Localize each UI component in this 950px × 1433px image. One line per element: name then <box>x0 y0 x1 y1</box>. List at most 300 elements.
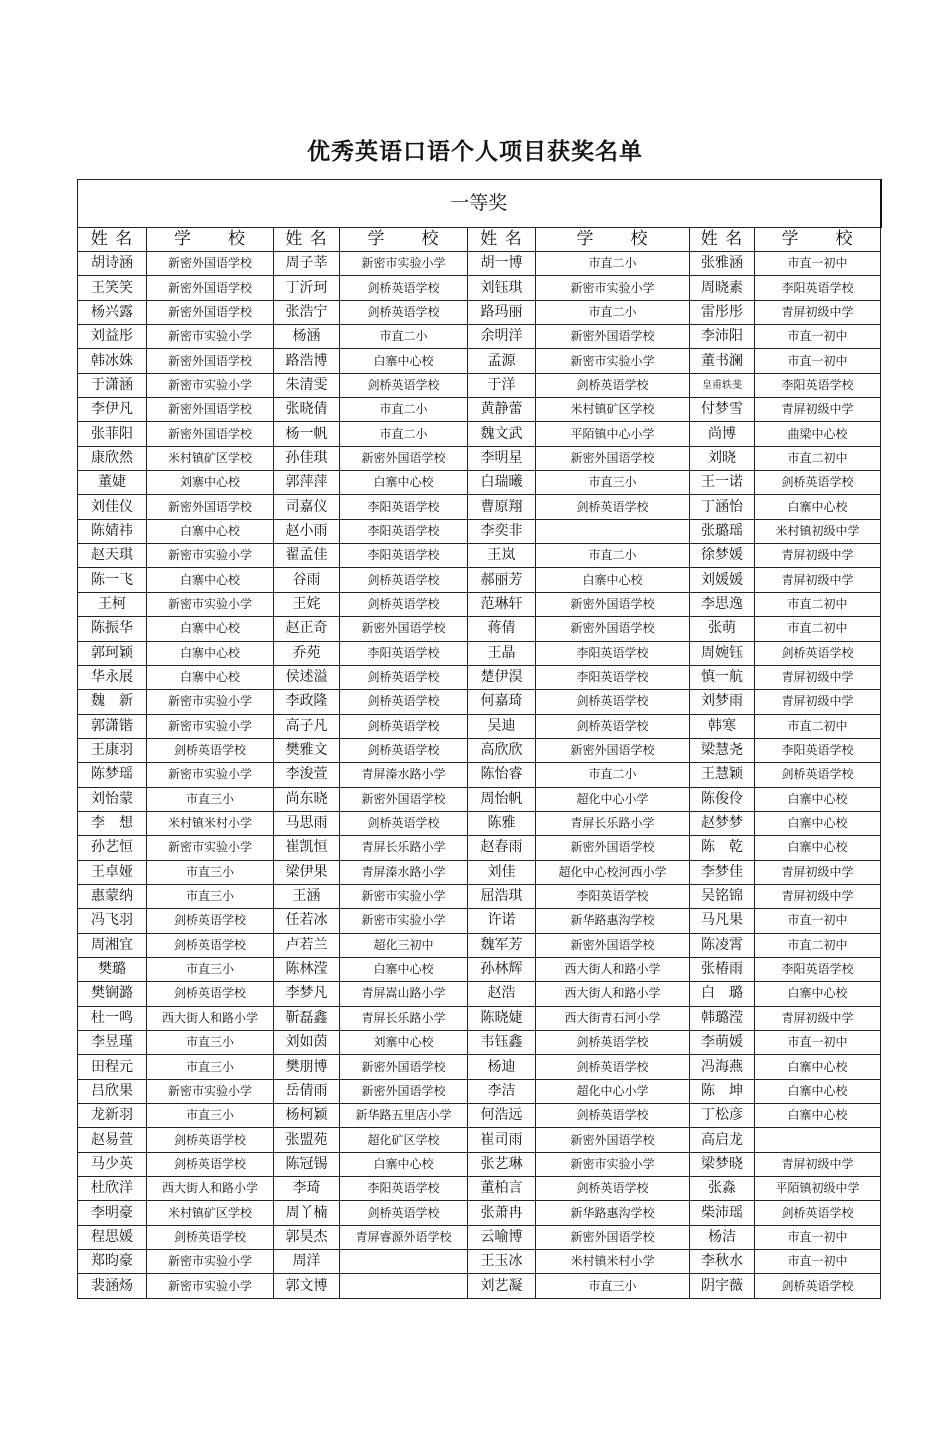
school-cell: 白寨中心校 <box>755 1055 881 1079</box>
table-row <box>78 665 881 689</box>
table-row <box>78 276 881 300</box>
school-cell: 市直二小 <box>340 422 468 446</box>
student-name-cell: 张浩宁 <box>274 300 340 324</box>
column-header-name: 姓 名 <box>690 228 755 252</box>
student-name-cell: 雷彤彤 <box>690 300 755 324</box>
school-cell: 新密市实验小学 <box>147 690 274 714</box>
student-name-cell: 龙新羽 <box>78 1104 147 1128</box>
table-row <box>78 325 881 349</box>
table-row <box>78 300 881 324</box>
school-cell: 新密市实验小学 <box>147 325 274 349</box>
school-cell: 新密外国语学校 <box>147 300 274 324</box>
school-cell: 白寨中心校 <box>755 811 881 835</box>
school-cell: 剑桥英语学校 <box>147 738 274 762</box>
student-name-cell: 卢若兰 <box>274 933 340 957</box>
student-name-cell: 陈 乾 <box>690 836 755 860</box>
page-title: 优秀英语口语个人项目获奖名单 <box>307 139 643 165</box>
student-name-cell: 张艺琳 <box>468 1152 536 1176</box>
student-name-cell: 尚东晓 <box>274 787 340 811</box>
student-name-cell: 魏军芳 <box>468 933 536 957</box>
school-cell: 白寨中心校 <box>147 568 274 592</box>
school-cell: 新密外国语学校 <box>340 787 468 811</box>
table-row <box>78 1031 881 1055</box>
student-name-cell: 陈晓婕 <box>468 1006 536 1030</box>
student-name-cell: 樊雅文 <box>274 738 340 762</box>
school-cell: 市直三小 <box>147 1104 274 1128</box>
student-name-cell: 马少英 <box>78 1152 147 1176</box>
student-name-cell: 曹原翔 <box>468 495 536 519</box>
school-cell: 剑桥英语学校 <box>340 373 468 397</box>
school-cell: 新密市实验小学 <box>147 714 274 738</box>
school-cell: 平陌镇初级中学 <box>755 1177 881 1201</box>
student-name-cell: 陈梦瑶 <box>78 763 147 787</box>
school-cell: 新密外国语学校 <box>536 738 690 762</box>
school-cell: 超化中心小学 <box>536 1079 690 1103</box>
school-cell: 剑桥英语学校 <box>536 495 690 519</box>
student-name-cell: 樊朋博 <box>274 1055 340 1079</box>
school-cell: 剑桥英语学校 <box>340 714 468 738</box>
student-name-cell: 崔司雨 <box>468 1128 536 1152</box>
column-header-name: 姓 名 <box>274 228 340 252</box>
school-cell: 李阳英语学校 <box>755 738 881 762</box>
student-name-cell: 韩冰姝 <box>78 349 147 373</box>
student-name-cell: 朱清雯 <box>274 373 340 397</box>
school-cell: 青屏溱水路小学 <box>340 763 468 787</box>
student-name-cell: 程思媛 <box>78 1225 147 1249</box>
school-cell: 市直一初中 <box>755 325 881 349</box>
school-cell: 新密市实验小学 <box>536 276 690 300</box>
student-name-cell: 郑昀豪 <box>78 1250 147 1274</box>
student-name-cell: 赵梦梦 <box>690 811 755 835</box>
student-name-cell: 杨兴露 <box>78 300 147 324</box>
student-name-cell: 高子凡 <box>274 714 340 738</box>
student-name-cell: 丁松彦 <box>690 1104 755 1128</box>
school-cell: 市直三小 <box>147 884 274 908</box>
column-header-name: 姓 名 <box>78 228 147 252</box>
school-cell: 剑桥英语学校 <box>536 373 690 397</box>
school-cell: 剑桥英语学校 <box>340 568 468 592</box>
student-name-cell: 吴铭锦 <box>690 884 755 908</box>
student-name-cell: 赵小雨 <box>274 519 340 543</box>
school-cell: 市直二初中 <box>755 933 881 957</box>
school-cell: 新密外国语学校 <box>536 1225 690 1249</box>
school-cell: 青屏初级中学 <box>755 665 881 689</box>
school-cell: 市直三小 <box>147 1031 274 1055</box>
school-cell: 新密外国语学校 <box>340 617 468 641</box>
school-cell: 超化矿区学校 <box>340 1128 468 1152</box>
school-cell: 剑桥英语学校 <box>755 1201 881 1225</box>
school-cell: 青屏初级中学 <box>755 884 881 908</box>
school-cell: 新华路五里店小学 <box>340 1104 468 1128</box>
student-name-cell: 郝丽芳 <box>468 568 536 592</box>
student-name-cell: 韩璐滢 <box>690 1006 755 1030</box>
student-name-cell: 陈雅 <box>468 811 536 835</box>
student-name-cell: 康欣然 <box>78 446 147 470</box>
table-row <box>78 1128 881 1152</box>
school-cell: 市直一初中 <box>755 909 881 933</box>
school-cell: 市直三小 <box>536 1274 690 1298</box>
column-header-school: 学 校 <box>536 228 690 252</box>
school-cell: 市直三小 <box>536 471 690 495</box>
student-name-cell: 侯述溢 <box>274 665 340 689</box>
award-table <box>77 179 882 1299</box>
student-name-cell: 刘梦雨 <box>690 690 755 714</box>
school-cell: 李阳英语学校 <box>536 665 690 689</box>
school-cell: 市直二小 <box>536 763 690 787</box>
student-name-cell: 梁慧尧 <box>690 738 755 762</box>
column-header-name: 姓 名 <box>468 228 536 252</box>
school-cell: 白寨中心校 <box>340 1152 468 1176</box>
table-row <box>78 1104 881 1128</box>
student-name-cell: 李琦 <box>274 1177 340 1201</box>
table-row <box>78 373 881 397</box>
student-name-cell: 刘钰琪 <box>468 276 536 300</box>
school-cell: 新密市实验小学 <box>340 909 468 933</box>
school-cell: 李阳英语学校 <box>340 544 468 568</box>
school-cell: 白寨中心校 <box>340 471 468 495</box>
school-cell <box>340 1274 468 1298</box>
school-cell: 剑桥英语学校 <box>536 1177 690 1201</box>
school-cell: 米村镇米村小学 <box>536 1250 690 1274</box>
school-cell: 新密外国语学校 <box>536 592 690 616</box>
school-cell: 剑桥英语学校 <box>755 763 881 787</box>
student-name-cell: 张萧冉 <box>468 1201 536 1225</box>
student-name-cell: 白 璐 <box>690 982 755 1006</box>
school-cell: 新密市实验小学 <box>340 252 468 276</box>
student-name-cell: 韩寒 <box>690 714 755 738</box>
student-name-cell: 陈凌霄 <box>690 933 755 957</box>
table-row <box>78 690 881 714</box>
school-cell: 市直二小 <box>340 325 468 349</box>
student-name-cell: 路玛丽 <box>468 300 536 324</box>
student-name-cell: 崔凯恒 <box>274 836 340 860</box>
school-cell: 青屏嵩山路小学 <box>340 982 468 1006</box>
school-cell: 市直三小 <box>147 860 274 884</box>
student-name-cell: 李萌媛 <box>690 1031 755 1055</box>
school-cell: 青屏初级中学 <box>755 690 881 714</box>
table-row <box>78 1006 881 1030</box>
student-name-cell: 许诺 <box>468 909 536 933</box>
school-cell: 新密外国语学校 <box>147 422 274 446</box>
school-cell: 新密外国语学校 <box>536 1128 690 1152</box>
student-name-cell: 陈林滢 <box>274 957 340 981</box>
student-name-cell: 高启龙 <box>690 1128 755 1152</box>
table-row <box>78 568 881 592</box>
school-cell: 青屏长乐路小学 <box>340 1006 468 1030</box>
student-name-cell: 华永展 <box>78 665 147 689</box>
school-cell: 白寨中心校 <box>755 982 881 1006</box>
school-cell: 剑桥英语学校 <box>536 714 690 738</box>
school-cell <box>755 1128 881 1152</box>
school-cell: 新密外国语学校 <box>147 252 274 276</box>
school-cell: 剑桥英语学校 <box>755 471 881 495</box>
student-name-cell: 王涵 <box>274 884 340 908</box>
school-cell <box>536 519 690 543</box>
school-cell: 西大街人和路小学 <box>147 1177 274 1201</box>
school-cell: 剑桥英语学校 <box>147 1225 274 1249</box>
school-cell: 米村镇米村小学 <box>147 811 274 835</box>
school-cell: 青屏长乐路小学 <box>340 836 468 860</box>
student-name-cell: 李 想 <box>78 811 147 835</box>
student-name-cell: 黄静蕾 <box>468 398 536 422</box>
school-cell: 青屏溱水路小学 <box>340 860 468 884</box>
student-name-cell: 王晶 <box>468 641 536 665</box>
school-cell: 新密市实验小学 <box>147 763 274 787</box>
school-cell: 市直二小 <box>340 398 468 422</box>
student-name-cell: 周子莘 <box>274 252 340 276</box>
table-row <box>78 884 881 908</box>
student-name-cell: 杨柯颖 <box>274 1104 340 1128</box>
school-cell: 白寨中心校 <box>755 787 881 811</box>
student-name-cell: 李梦佳 <box>690 860 755 884</box>
student-name-cell: 李思逸 <box>690 592 755 616</box>
student-name-cell: 余明洋 <box>468 325 536 349</box>
school-cell: 白寨中心校 <box>340 349 468 373</box>
student-name-cell: 郭萍萍 <box>274 471 340 495</box>
student-name-cell: 李沛阳 <box>690 325 755 349</box>
student-name-cell: 楚伊淏 <box>468 665 536 689</box>
school-cell: 新密市实验小学 <box>147 1250 274 1274</box>
school-cell: 白寨中心校 <box>755 1079 881 1103</box>
student-name-cell: 王玉冰 <box>468 1250 536 1274</box>
student-name-cell: 樊锎潞 <box>78 982 147 1006</box>
student-name-cell: 李梦凡 <box>274 982 340 1006</box>
school-cell: 新密市实验小学 <box>340 884 468 908</box>
student-name-cell: 王姹 <box>274 592 340 616</box>
table-row <box>78 1177 881 1201</box>
school-cell: 新密市实验小学 <box>147 1274 274 1298</box>
student-name-cell: 王慧颖 <box>690 763 755 787</box>
school-cell: 市直二小 <box>536 300 690 324</box>
student-name-cell: 谷雨 <box>274 568 340 592</box>
school-cell: 新密外国语学校 <box>147 398 274 422</box>
school-cell: 新密外国语学校 <box>340 446 468 470</box>
student-name-cell: 刘媛媛 <box>690 568 755 592</box>
student-name-cell: 皇甫轶斐 <box>690 373 755 397</box>
table-row <box>78 617 881 641</box>
student-name-cell: 陈婧祎 <box>78 519 147 543</box>
student-name-cell: 屈浩琪 <box>468 884 536 908</box>
school-cell: 市直二初中 <box>755 592 881 616</box>
student-name-cell: 杨涵 <box>274 325 340 349</box>
school-cell: 市直一初中 <box>755 349 881 373</box>
student-name-cell: 刘艺凝 <box>468 1274 536 1298</box>
student-name-cell: 司嘉仪 <box>274 495 340 519</box>
student-name-cell: 郭昊杰 <box>274 1225 340 1249</box>
school-cell: 新密外国语学校 <box>340 1055 468 1079</box>
school-cell: 白寨中心校 <box>755 1104 881 1128</box>
table-row <box>78 519 881 543</box>
student-name-cell: 刘如茵 <box>274 1031 340 1055</box>
table-row <box>78 738 881 762</box>
table-row <box>78 1201 881 1225</box>
school-cell: 平陌镇中心小学 <box>536 422 690 446</box>
school-cell: 青屏初级中学 <box>755 1152 881 1176</box>
student-name-cell: 于潇涵 <box>78 373 147 397</box>
student-name-cell: 孙林辉 <box>468 957 536 981</box>
school-cell: 新密市实验小学 <box>147 544 274 568</box>
school-cell: 剑桥英语学校 <box>755 641 881 665</box>
school-cell: 新密外国语学校 <box>536 836 690 860</box>
school-cell: 新密外国语学校 <box>536 325 690 349</box>
student-name-cell: 丁涵怡 <box>690 495 755 519</box>
school-cell: 新密外国语学校 <box>536 933 690 957</box>
student-name-cell: 惠蒙纳 <box>78 884 147 908</box>
student-name-cell: 丁沂珂 <box>274 276 340 300</box>
student-name-cell: 王康羽 <box>78 738 147 762</box>
student-name-cell: 魏文武 <box>468 422 536 446</box>
student-name-cell: 蒋倩 <box>468 617 536 641</box>
student-name-cell: 李明豪 <box>78 1201 147 1225</box>
student-name-cell: 冯飞羽 <box>78 909 147 933</box>
student-name-cell: 李奕非 <box>468 519 536 543</box>
student-name-cell: 王柯 <box>78 592 147 616</box>
student-name-cell: 孙艺恒 <box>78 836 147 860</box>
student-name-cell: 田程元 <box>78 1055 147 1079</box>
student-name-cell: 周怡帆 <box>468 787 536 811</box>
school-cell: 剑桥英语学校 <box>340 1201 468 1225</box>
school-cell: 李阳英语学校 <box>340 641 468 665</box>
student-name-cell: 李秋水 <box>690 1250 755 1274</box>
student-name-cell: 杨一帆 <box>274 422 340 446</box>
school-cell: 李阳英语学校 <box>340 1177 468 1201</box>
table-row <box>78 1152 881 1176</box>
school-cell: 新密市实验小学 <box>147 373 274 397</box>
school-cell: 剑桥英语学校 <box>755 1274 881 1298</box>
table-row <box>78 349 881 373</box>
school-cell: 市直二小 <box>536 544 690 568</box>
student-name-cell: 梁伊果 <box>274 860 340 884</box>
school-cell: 白寨中心校 <box>340 957 468 981</box>
school-cell: 白寨中心校 <box>147 617 274 641</box>
school-cell: 剑桥英语学校 <box>536 1031 690 1055</box>
school-cell: 米村镇矿区学校 <box>536 398 690 422</box>
student-name-cell: 陈怡睿 <box>468 763 536 787</box>
school-cell: 超化三初中 <box>340 933 468 957</box>
table-row <box>78 471 881 495</box>
student-name-cell: 王一诺 <box>690 471 755 495</box>
award-level-row <box>78 180 881 228</box>
column-header-school: 学 校 <box>340 228 468 252</box>
school-cell: 白寨中心校 <box>147 665 274 689</box>
table-row <box>78 592 881 616</box>
student-name-cell: 白瑞曦 <box>468 471 536 495</box>
school-cell: 剑桥英语学校 <box>340 690 468 714</box>
student-name-cell: 张雅涵 <box>690 252 755 276</box>
table-row <box>78 957 881 981</box>
school-cell: 剑桥英语学校 <box>340 300 468 324</box>
student-name-cell: 云喻博 <box>468 1225 536 1249</box>
student-name-cell: 杨迪 <box>468 1055 536 1079</box>
student-name-cell: 范琳轩 <box>468 592 536 616</box>
school-cell: 剑桥英语学校 <box>340 811 468 835</box>
school-cell: 市直一初中 <box>755 1031 881 1055</box>
table-row <box>78 544 881 568</box>
school-cell: 西大街人和路小学 <box>536 957 690 981</box>
school-cell: 新密市实验小学 <box>536 349 690 373</box>
student-name-cell: 李昱瑾 <box>78 1031 147 1055</box>
header-row <box>78 228 881 252</box>
school-cell: 西大街青石河小学 <box>536 1006 690 1030</box>
school-cell: 青屏初级中学 <box>755 568 881 592</box>
table-row <box>78 714 881 738</box>
student-name-cell: 张菲阳 <box>78 422 147 446</box>
student-name-cell: 刘怡蒙 <box>78 787 147 811</box>
school-cell: 市直二初中 <box>755 714 881 738</box>
student-name-cell: 刘佳 <box>468 860 536 884</box>
school-cell: 青屏睿源外语学校 <box>340 1225 468 1249</box>
student-name-cell: 赵天琪 <box>78 544 147 568</box>
student-name-cell: 董柏言 <box>468 1177 536 1201</box>
student-name-cell: 高欣欣 <box>468 738 536 762</box>
student-name-cell: 王笑笑 <box>78 276 147 300</box>
student-name-cell: 张璐瑶 <box>690 519 755 543</box>
student-name-cell: 徐梦媛 <box>690 544 755 568</box>
table-row <box>78 933 881 957</box>
student-name-cell: 何浩远 <box>468 1104 536 1128</box>
table-row <box>78 398 881 422</box>
school-cell: 超化中心小学 <box>536 787 690 811</box>
school-cell: 新密市实验小学 <box>147 592 274 616</box>
student-name-cell: 李洁 <box>468 1079 536 1103</box>
column-header-school: 学 校 <box>755 228 881 252</box>
student-name-cell: 陈俊伶 <box>690 787 755 811</box>
student-name-cell: 韦钰鑫 <box>468 1031 536 1055</box>
school-cell: 市直一初中 <box>755 252 881 276</box>
school-cell: 剑桥英语学校 <box>147 1128 274 1152</box>
table-row <box>78 252 881 276</box>
school-cell: 李阳英语学校 <box>536 641 690 665</box>
school-cell: 白寨中心校 <box>536 568 690 592</box>
school-cell: 剑桥英语学校 <box>147 1152 274 1176</box>
student-name-cell: 尚博 <box>690 422 755 446</box>
school-cell: 剑桥英语学校 <box>340 665 468 689</box>
school-cell: 米村镇矿区学校 <box>147 1201 274 1225</box>
school-cell: 超化中心校河西小学 <box>536 860 690 884</box>
student-name-cell: 李政隆 <box>274 690 340 714</box>
student-name-cell: 陈 坤 <box>690 1079 755 1103</box>
student-name-cell: 郭珂颖 <box>78 641 147 665</box>
student-name-cell: 王卓娅 <box>78 860 147 884</box>
student-name-cell: 赵正奇 <box>274 617 340 641</box>
school-cell: 市直二小 <box>536 252 690 276</box>
student-name-cell: 何嘉琦 <box>468 690 536 714</box>
student-name-cell: 路浩博 <box>274 349 340 373</box>
student-name-cell: 赵春雨 <box>468 836 536 860</box>
school-cell: 新华路惠沟学校 <box>536 909 690 933</box>
student-name-cell: 柴沛瑶 <box>690 1201 755 1225</box>
school-cell: 青屏初级中学 <box>755 860 881 884</box>
student-name-cell: 吴迪 <box>468 714 536 738</box>
school-cell: 市直三小 <box>147 957 274 981</box>
school-cell: 剑桥英语学校 <box>536 1104 690 1128</box>
student-name-cell: 于洋 <box>468 373 536 397</box>
school-cell: 青屏长乐路小学 <box>536 811 690 835</box>
school-cell: 白寨中心校 <box>755 495 881 519</box>
school-cell: 剑桥英语学校 <box>340 592 468 616</box>
student-name-cell: 胡一博 <box>468 252 536 276</box>
student-name-cell: 周婉钰 <box>690 641 755 665</box>
student-name-cell: 裴涵炀 <box>78 1274 147 1298</box>
school-cell: 李阳英语学校 <box>340 495 468 519</box>
student-name-cell: 郭文博 <box>274 1274 340 1298</box>
school-cell: 剑桥英语学校 <box>147 909 274 933</box>
student-name-cell: 周湘宜 <box>78 933 147 957</box>
table-row <box>78 1250 881 1274</box>
school-cell: 市直一初中 <box>755 1225 881 1249</box>
student-name-cell: 董书澜 <box>690 349 755 373</box>
school-cell <box>340 1250 468 1274</box>
